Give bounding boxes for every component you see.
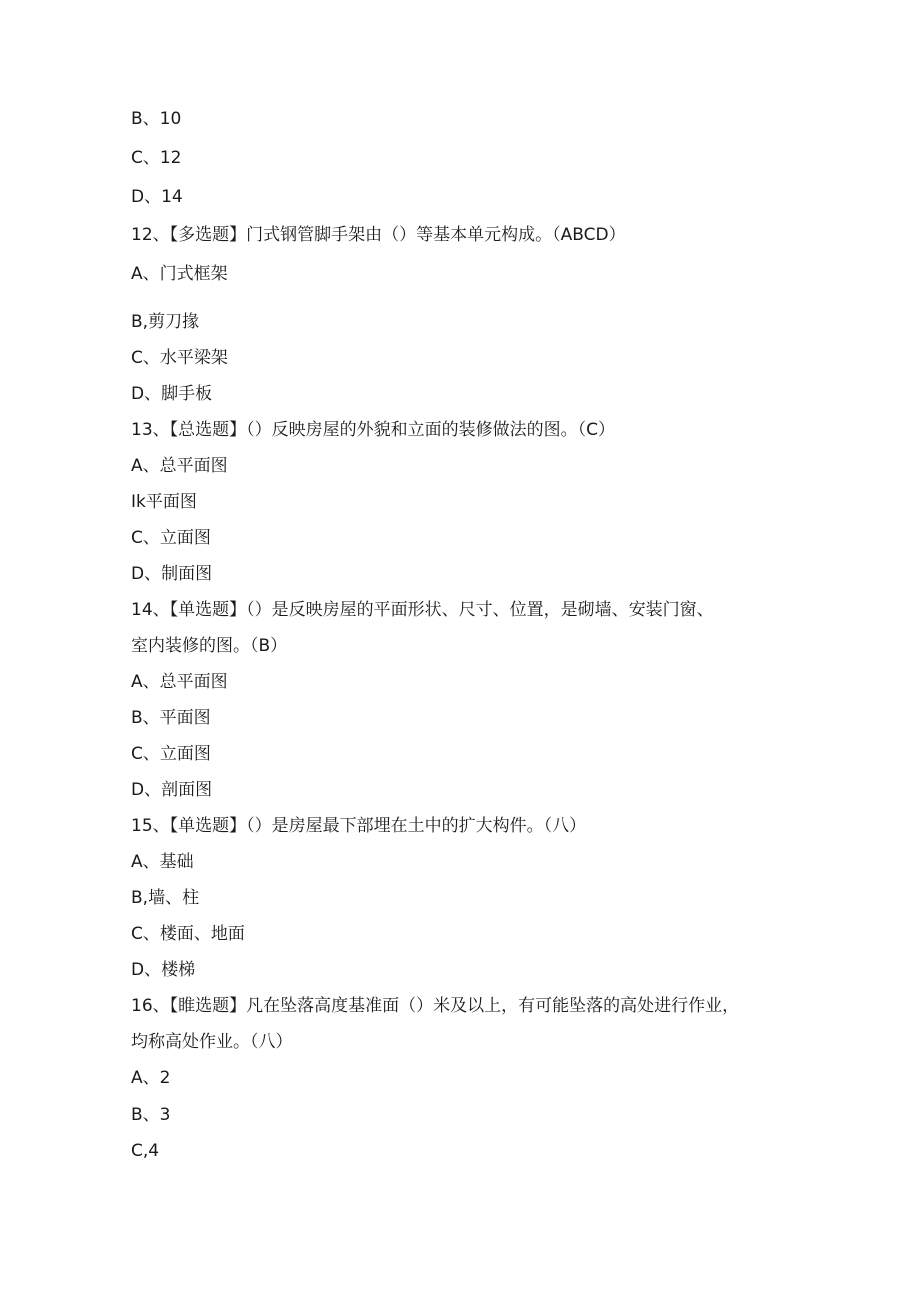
option-c-q12: C、水平梁架 <box>131 348 228 368</box>
option-c-q13: C、立面图 <box>131 528 211 548</box>
option-b-q11: B、10 <box>131 109 182 129</box>
option-d-q15: D、楼梯 <box>131 960 196 980</box>
option-c-q16: C,4 <box>131 1141 160 1161</box>
option-b-q15: B,墙、柱 <box>131 888 200 908</box>
question-16-cont: 均称高处作业。（八） <box>131 1032 293 1052</box>
question-14-cont: 室内装修的图。（B） <box>131 636 288 656</box>
question-16: 16、【睢选题】凡在坠落高度基准面（）米及以上，有可能坠落的高处进行作业， <box>131 996 740 1016</box>
option-c-q15: C、楼面、地面 <box>131 924 245 944</box>
option-b-q14: B、平面图 <box>131 708 211 728</box>
option-b-q12: B,剪刀掾 <box>131 312 200 332</box>
option-a-q14: A、总平面图 <box>131 672 228 692</box>
question-13: 13、【总选题】（）反映房屋的外貌和立面的装修做法的图。（C） <box>131 420 616 440</box>
option-a-q13: A、总平面图 <box>131 456 228 476</box>
question-15: 15、【单选题】（）是房屋最下部埋在土中的扩大构件。（八） <box>131 816 587 836</box>
option-b-q16: B、3 <box>131 1105 171 1125</box>
option-a-q12: A、门式框架 <box>131 264 228 284</box>
option-d-q11: D、14 <box>131 187 183 207</box>
option-a-q15: A、基础 <box>131 852 194 872</box>
option-d-q14: D、剖面图 <box>131 780 213 800</box>
option-a-q16: A、2 <box>131 1068 171 1088</box>
question-12: 12、【多选题】门式钢管脚手架由（）等基本单元构成。（ABCD） <box>131 225 626 245</box>
option-d-q13: D、制面图 <box>131 564 213 584</box>
option-c-q11: C、12 <box>131 148 182 168</box>
question-14: 14、【单选题】（）是反映房屋的平面形状、尺寸、位置，是砌墙、安装门窗、 <box>131 600 714 620</box>
option-b-q13: Ik平面图 <box>131 492 197 512</box>
option-d-q12: D、脚手板 <box>131 384 213 404</box>
option-c-q14: C、立面图 <box>131 744 211 764</box>
